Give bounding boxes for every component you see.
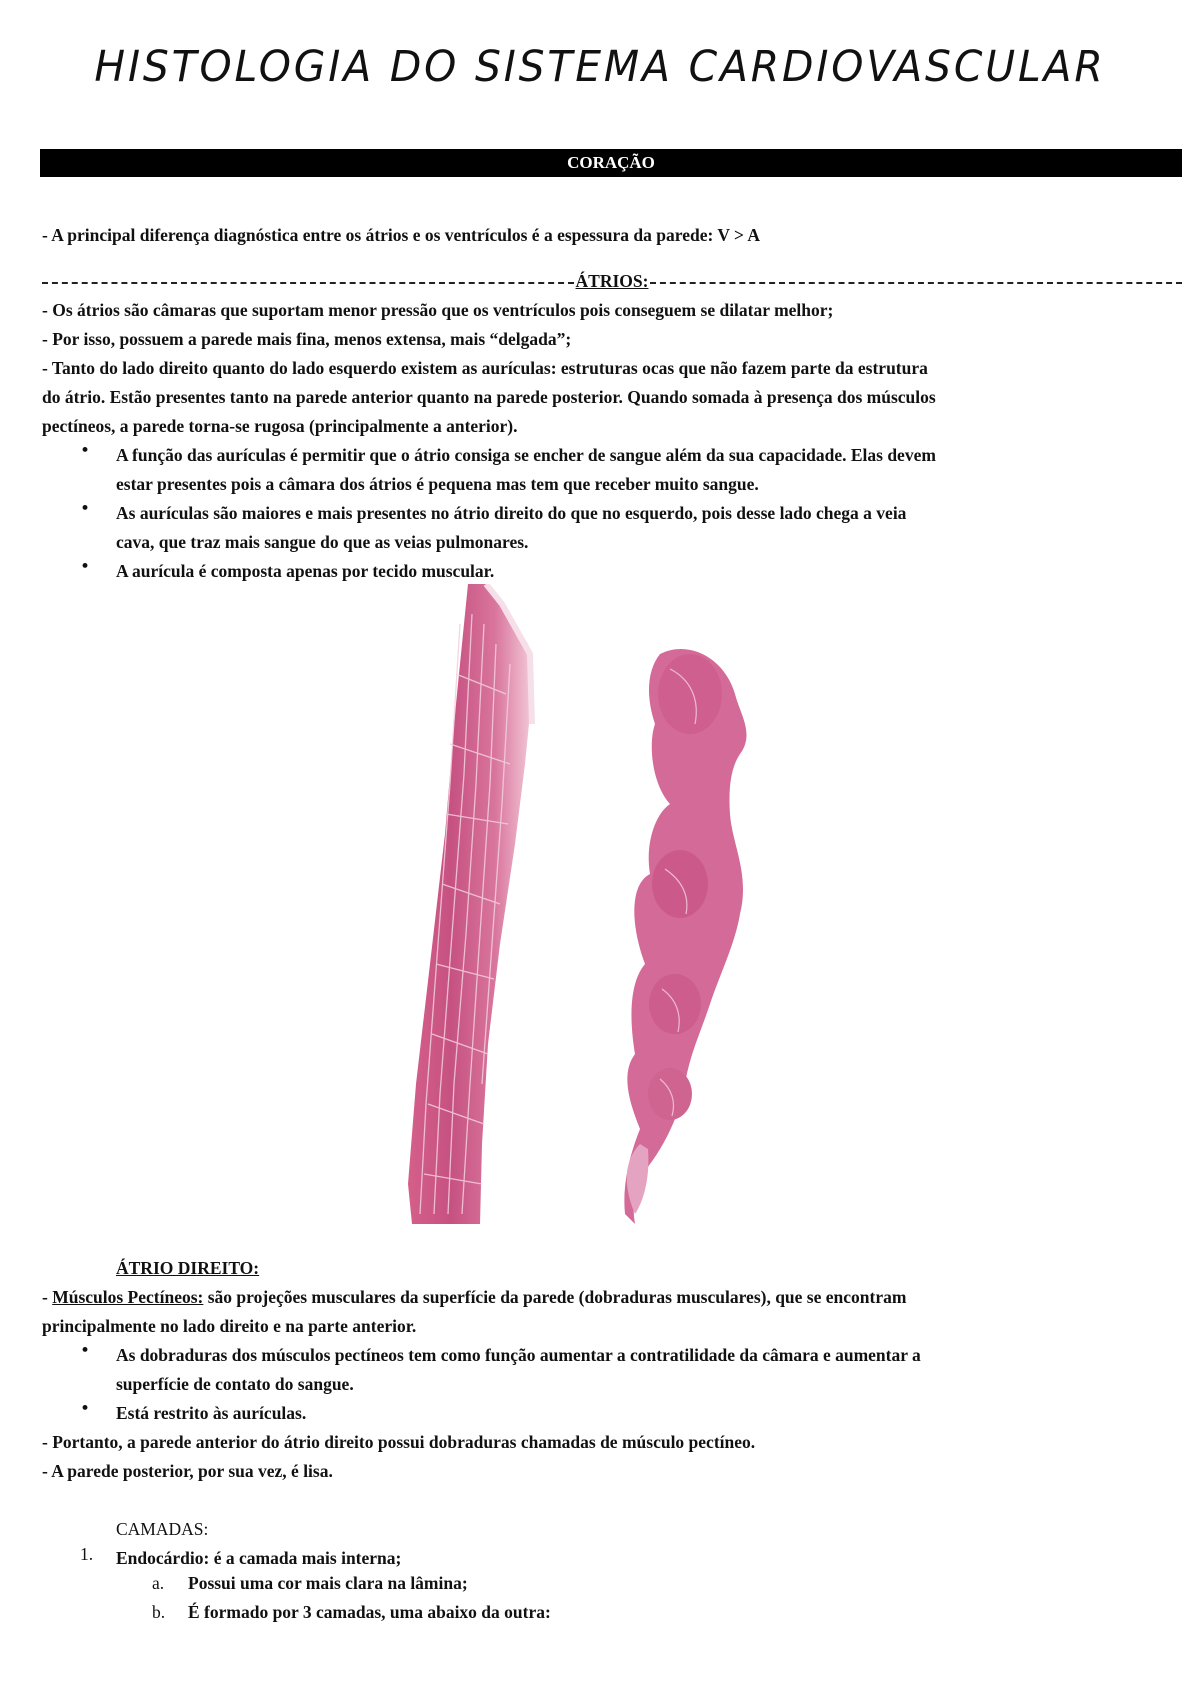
camadas-item [116,1544,1116,1573]
list-item: A função das aurículas é permitir que o átrio consiga se encher de sangue além da sua capacidade. Elas devem [116,445,936,465]
intro-line: - A principal diferença diagnóstica entre os átrios e os ventrículos é a espessura da parede: V > A [42,225,761,245]
page-title: HISTOLOGIA DO SISTEMA CARDIOVASCULAR [94,42,1106,92]
pectineos-term: Músculos Pectíneos: [52,1287,204,1307]
atrio-direito-heading: ÁTRIO DIREITO: [116,1258,260,1278]
atrios-heading: ÁTRIOS: [575,271,649,291]
camadas-definition: é a camada mais interna; [209,1548,402,1568]
pectineos-line [42,1283,1182,1312]
sub-list-item: É formado por 3 camadas, uma abaixo da outra: [188,1602,551,1622]
camadas-term: Endocárdio: [116,1548,210,1568]
sub-list-mark: b. [152,1602,166,1622]
list-item: superfície de contato do sangue. [116,1374,354,1394]
section-banner: CORAÇÃO [40,149,1182,177]
camadas-heading: CAMADAS: [116,1519,209,1539]
atrios-line: do átrio. Estão presentes tanto na parede anterior quanto na parede posterior. Quando somada à presença dos músculos [42,387,936,407]
bullet-icon: • [80,441,91,461]
portanto-line: - Portanto, a parede anterior do átrio direito possui dobraduras chamadas de músculo pectíneo. [42,1432,756,1452]
pectineos-line-2: principalmente no lado direito e na parte anterior. [42,1316,417,1336]
atrios-separator [42,267,1182,296]
dashed-rule-right [650,282,1182,284]
list-item: A aurícula é composta apenas por tecido muscular. [116,561,495,581]
posterior-line: - A parede posterior, por sua vez, é lisa. [42,1461,333,1481]
list-item: Está restrito às aurículas. [116,1403,307,1423]
auricle-section [624,649,746,1224]
bullet-icon: • [80,557,91,577]
pectineos-prefix: - [42,1287,53,1307]
list-item: cava, que traz mais sangue do que as veias pulmonares. [116,532,529,552]
sub-list-item: Possui uma cor mais clara na lâmina; [188,1573,468,1593]
bullet-icon: • [80,1341,91,1361]
list-item: estar presentes pois a câmara dos átrios é pequena mas tem que receber muito sangue. [116,474,759,494]
sub-list-mark: a. [152,1573,165,1593]
atrios-line: pectíneos, a parede torna-se rugosa (principalmente a anterior). [42,416,518,436]
histology-micrograph [390,584,830,1244]
bullet-icon: • [80,1399,91,1419]
dashed-rule-left [42,282,574,284]
atrios-line: - Os átrios são câmaras que suportam menor pressão que os ventrículos pois conseguem se dilatar melhor; [42,300,834,320]
atrios-line: - Tanto do lado direito quanto do lado esquerdo existem as aurículas: estruturas ocas que não fazem parte da estrutura [42,358,928,378]
atrios-line: - Por isso, possuem a parede mais fina, menos extensa, mais “delgada”; [42,329,572,349]
list-item: As aurículas são maiores e mais presentes no átrio direito do que no esquerdo, pois desse lado chega a veia [116,503,907,523]
list-item: As dobraduras dos músculos pectíneos tem como função aumentar a contratilidade da câmara e aumentar a [116,1345,921,1365]
pectineos-definition: são projeções musculares da superfície da parede (dobraduras musculares), que se encontram [203,1287,907,1307]
bullet-icon: • [80,499,91,519]
list-number: 1. [80,1544,94,1564]
